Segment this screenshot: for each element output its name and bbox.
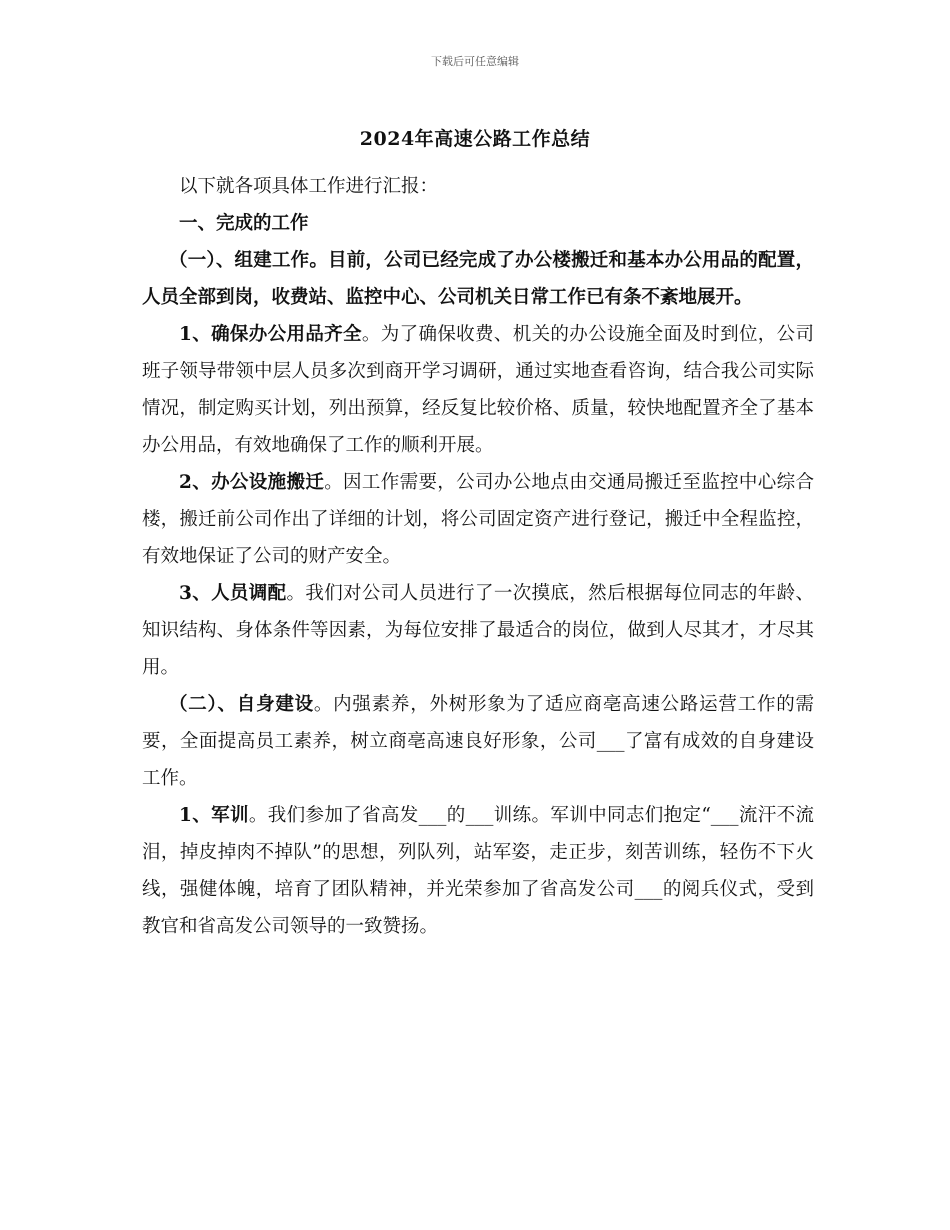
paragraph-heading: （二）、自身建设: [169, 694, 314, 715]
paragraph-relocation: [142, 464, 814, 575]
paragraph-heading: 1、确保办公用品齐全: [179, 324, 362, 345]
paragraph-self-building: [142, 686, 814, 797]
paragraph-heading: 3、人员调配: [179, 583, 287, 604]
paragraph-military-training: [142, 797, 814, 945]
paragraph-office-supplies: [142, 316, 814, 464]
paragraph-text: 。为了确保收费、机关的办公设施全面及时到位，公司班子领导带领中层人员多次到商开学习调研，通过实地查看咨询，结合我公司实际情况，制定购买计划，列出预算，经反复比较价格、质量，较快地配置齐全了基本办公用品，有效地确保了工作的顺利开展。: [142, 324, 814, 456]
document-title: 2024年高速公路工作总结: [359, 128, 591, 150]
paragraph-staffing: [142, 575, 814, 686]
document-body: [142, 168, 814, 945]
paragraph-heading: 1、军训: [179, 805, 249, 826]
paragraph-text: 。内强素养，外树形象为了适应商亳高速公路运营工作的需要，全面提高员工素养，树立商亳高速良好形象，公司___了富有成效的自身建设工作。: [142, 694, 814, 789]
paragraph-text: 。我们参加了省高发___的___训练。军训中同志们抱定“___流汗不流泪，掉皮掉肉不掉队”的思想，列队列，站军姿，走正步，刻苦训练，轻伤不下火线，强健体魄，培育了团队精神，并光荣参加了省高发公司___的阅兵仪式，受到教官和省高发公司领导的一致赞扬。: [142, 805, 815, 937]
paragraph-heading: 2、办公设施搬迁: [179, 472, 325, 493]
section-heading-1: 一、完成的工作: [179, 213, 309, 234]
intro-paragraph: 以下就各项具体工作进行汇报：: [179, 176, 439, 197]
paragraph-text: 。我们对公司人员进行了一次摸底，然后根据每位同志的年龄、知识结构、身体条件等因素，为每位安排了最适合的岗位，做到人尽其才，才尽其用。: [142, 583, 814, 678]
page-header-note: 下载后可任意编辑: [431, 55, 519, 68]
paragraph-text: 。因工作需要，公司办公地点由交通局搬迁至监控中心综合楼，搬迁前公司作出了详细的计划，将公司固定资产进行登记，搬迁中全程监控，有效地保证了公司的财产安全。: [142, 472, 814, 567]
paragraph-organization: （一）、组建工作。目前，公司已经完成了办公楼搬迁和基本办公用品的配置，人员全部到岗，收费站、监控中心、公司机关日常工作已有条不紊地展开。: [142, 250, 814, 308]
